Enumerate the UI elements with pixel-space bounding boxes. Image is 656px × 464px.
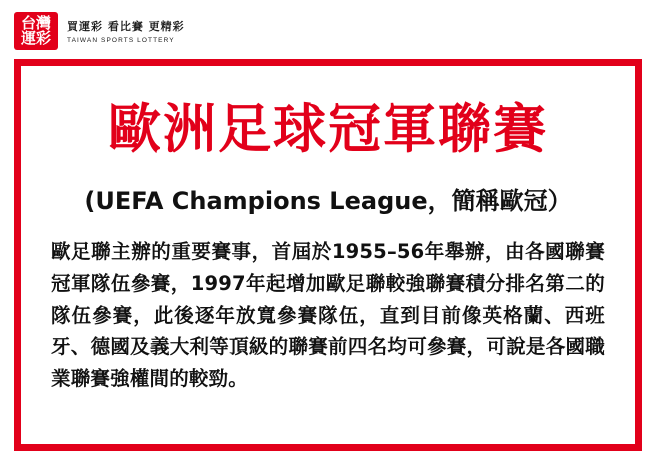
logo-badge-line1: 台灣 — [20, 14, 51, 32]
site-header — [14, 10, 185, 52]
description-paragraph: 歐足聯主辦的重要賽事，首屆於1955–56年舉辦，由各國聯賽冠軍隊伍參賽，1997年起增加歐足聯較強聯賽積分排名第二的隊伍參賽，此後逐年放寬參賽隊伍，直到目前像英格蘭、西班牙、德國及義大利等頂級的聯賽前四名均可參賽，可說是各國職業聯賽強權間的較勁。 — [51, 240, 605, 390]
content-card-inner — [21, 66, 635, 444]
taiwan-sports-lottery-logo-badge — [14, 12, 58, 50]
brand-slogan-chinese: 買運彩 看比賽 更精彩 — [67, 20, 185, 33]
logo-wordmark — [67, 18, 185, 44]
content-card — [14, 59, 642, 451]
brand-name-english: TAIWAN SPORTS LOTTERY — [67, 37, 175, 44]
page-title: 歐洲足球冠軍聯賽 — [108, 99, 548, 160]
logo-badge-line2: 運彩 — [20, 29, 51, 47]
page-subtitle: (UEFA Champions League，簡稱歐冠） — [84, 187, 572, 216]
